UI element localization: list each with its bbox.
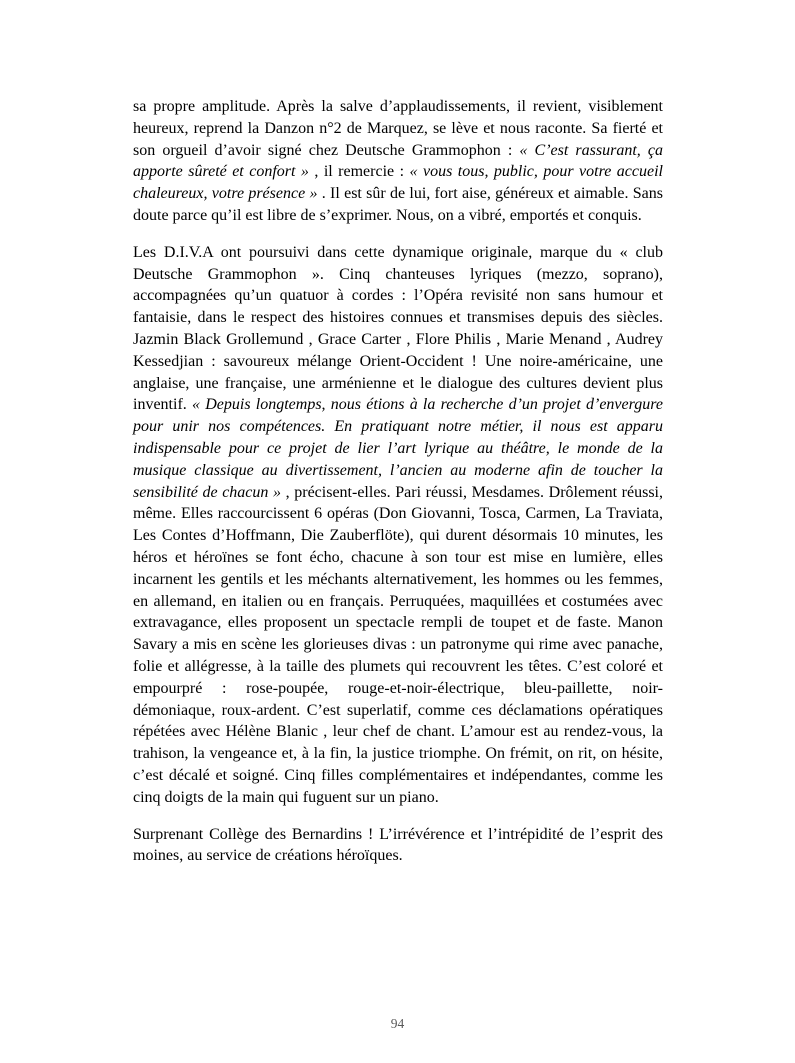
paragraph: [133, 824, 663, 868]
text-run: Surprenant Collège des Bernardins ! L’irrévérence et l’intrépidité de l’esprit des moines, au service de créations héroïques.: [133, 825, 663, 865]
text-run: , précisent-elles. Pari réussi, Mesdames. Drôlement réussi, même. Elles raccourcissent 6 opéras (Don Giovanni, Tosca, Carmen, La Traviata, Les Contes d’Hoffmann, Die Zauberflöte), qui durent désormais 10 minutes, les héros et héroïnes se font écho, chacune à son tour est mise en lumière, elles incarnent les gentils et les méchants alternativement, les hommes ou les femmes, en allemand, en italien ou en français. Perruquées, maquillées et costumées avec extravagance, elles proposent un spectacle rempli de toupet et de faste. Manon Savary a mis en scène les glorieuses divas : un patronyme qui rime avec panache, folie et allégresse, à la taille des plumets qui recouvrent les têtes. C’est coloré et empourpré : rose-poupée, rouge-et-noir-électrique, bleu-paillette, noir-démoniaque, roux-ardent. C’est superlatif, comme ces déclamations opératiques répétées avec Hélène Blanic , leur chef de chant. L’amour est au rendez-vous, la trahison, la vengeance et, à la fin, la justice triomphe. On frémit, on rit, on hésite, c’est décalé et soigné. Cinq filles complémentaires et indépendantes, comme les cinq doigts de la main qui fuguent sur un piano.: [133, 483, 663, 806]
text-run: , il remercie :: [308, 163, 410, 181]
text-run: Les D.I.V.A ont poursuivi dans cette dynamique originale, marque du « club Deutsche Grammophon ». Cinq chanteuses lyriques (mezzo, soprano), accompagnées qu’un quatuor à cordes : l’Opéra revisité non sans humour et fantaisie, dans le respect des histoires connues et transmises depuis des siècles. Jazmin Black Grollemund , Grace Carter , Flore Philis , Marie Menand , Audrey Kessedjian : savoureux mélange Orient-Occident ! Une noire-américaine, une anglaise, une française, une arménienne et le dialogue des cultures devient plus inventif.: [133, 243, 663, 414]
text-run-italic-quote: « vous tous, public, pour votre accueil chaleureux, votre présence »: [133, 163, 663, 203]
text-run: sa propre amplitude. Après la salve d’applaudissements, il revient, visiblement heureux, reprend la Danzon n°2 de Marquez, se lève et nous raconte. Sa fierté et son orgueil d’avoir signé chez Deutsche Grammophon :: [133, 98, 663, 159]
page-text: [133, 96, 663, 882]
paragraph: [133, 242, 663, 809]
text-run: . Il est sûr de lui, fort aise, généreux et aimable. Sans doute parce qu’il est libre de s’exprimer. Nous, on a vibré, emportés et conquis.: [133, 185, 664, 224]
text-run-italic-quote: « Depuis longtemps, nous étions à la recherche d’un projet d’envergure pour unir nos compétences. En pratiquant notre métier, il nous est apparu indispensable pour ce projet de lier l’art lyrique au théâtre, le monde de la musique classique au divertissement, l’ancien au moderne afin de toucher la sensibilité de chacun »: [133, 396, 664, 501]
page-number: 94: [390, 1016, 405, 1031]
paragraph: [133, 96, 663, 227]
text-run-italic-quote: « C’est rassurant, ça apporte sûreté et confort »: [133, 141, 663, 181]
